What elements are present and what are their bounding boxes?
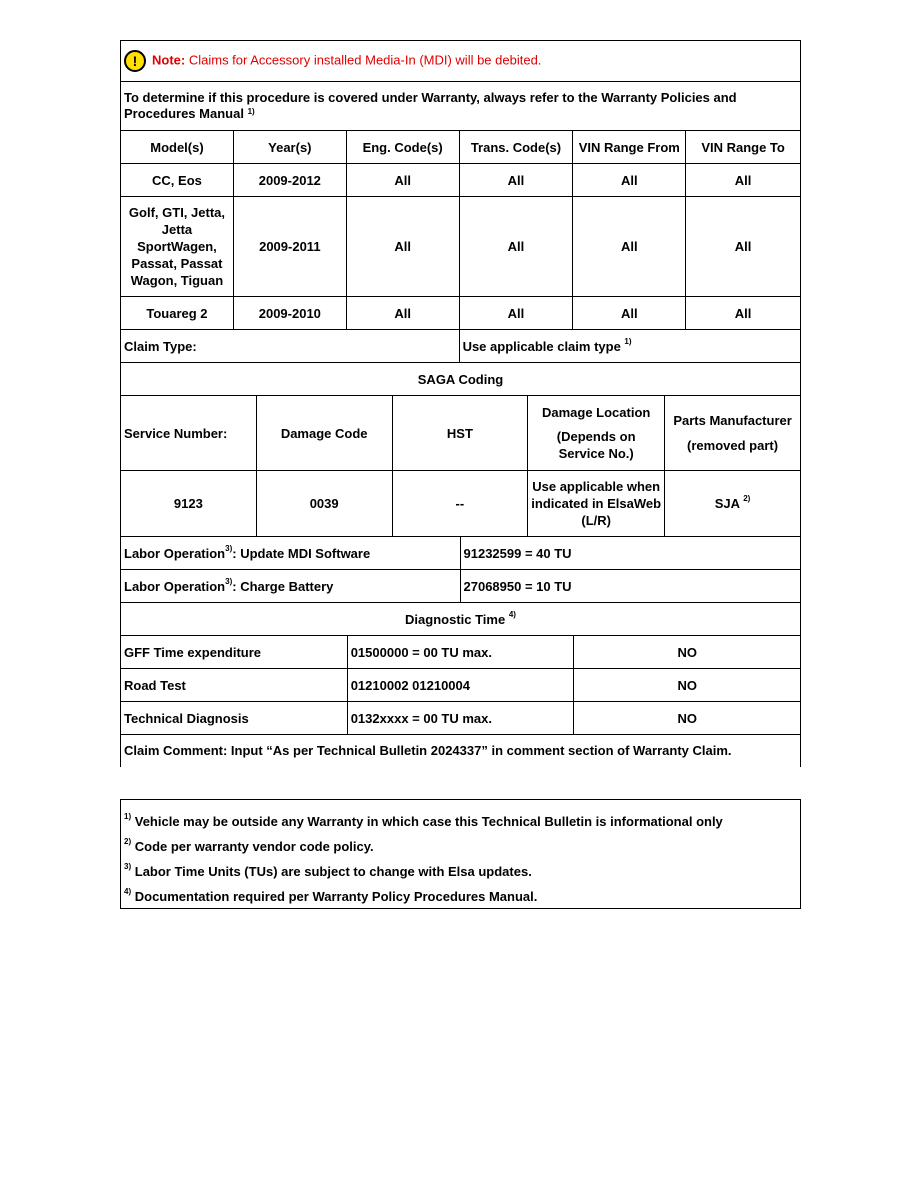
saga-header-hst: HST	[392, 396, 528, 471]
footnote-item	[124, 889, 537, 904]
footnote-ref: 2)	[124, 837, 132, 846]
table-row	[121, 297, 801, 330]
diagnostic-code: 01210002 01210004	[347, 669, 574, 702]
footnote-ref: 1)	[124, 812, 132, 821]
table-row	[121, 702, 801, 735]
diagnostic-value: NO	[574, 669, 801, 702]
note-label: Note:	[152, 52, 186, 68]
footnote-item	[124, 839, 374, 854]
model-table-header	[121, 131, 801, 164]
table-row	[121, 164, 801, 197]
vin-to-cell: All	[686, 297, 801, 330]
parts-manufacturer-note: (removed part)	[687, 438, 779, 453]
parts-manufacturer-title: Parts Manufacturer	[673, 413, 792, 428]
diagnostic-table	[120, 635, 801, 767]
footnote-text: Documentation required per Warranty Policy Procedures Manual.	[134, 889, 538, 904]
table-row	[121, 669, 801, 702]
saga-title: SAGA Coding	[121, 363, 801, 396]
footnotes-box	[120, 799, 801, 909]
header-eng-code: Eng. Code(s)	[346, 131, 459, 164]
parts-manufacturer-value: SJA	[714, 496, 740, 511]
saga-damage-code: 0039	[256, 471, 392, 537]
labor-operation-label	[121, 537, 461, 570]
model-cell: Golf, GTI, Jetta, Jetta SportWagen, Passat, Passat Wagon, Tiguan	[121, 197, 234, 297]
warranty-intro-text: To determine if this procedure is covered under Warranty, always refer to the Warranty Policies and Procedures Manual	[124, 90, 737, 121]
claim-type-row	[121, 330, 801, 363]
claim-type-label: Claim Type:	[121, 330, 460, 363]
labor-prefix: Labor Operation	[124, 545, 226, 561]
labor-suffix: : Update MDI Software	[232, 545, 371, 561]
vin-from-cell: All	[573, 164, 686, 197]
damage-location-note: (Depends on Service No.)	[556, 429, 636, 461]
diagnostic-title-text: Diagnostic Time	[405, 611, 506, 627]
labor-prefix: Labor Operation	[124, 578, 226, 594]
footnote-ref: 1)	[624, 336, 632, 346]
footnote-ref: 4)	[124, 887, 132, 896]
vin-to-cell: All	[686, 164, 801, 197]
eng-code-cell: All	[346, 197, 459, 297]
note-cell	[121, 41, 801, 82]
saga-damage-location: Use applicable when indicated in ElsaWeb (L/R)	[528, 471, 665, 537]
header-years: Year(s)	[233, 131, 346, 164]
claim-comment: Claim Comment: Input “As per Technical Bulletin 2024337” in comment section of Warranty Claim.	[121, 735, 801, 767]
diagnostic-value: NO	[574, 702, 801, 735]
diagnostic-code: 0132xxxx = 00 TU max.	[347, 702, 574, 735]
claim-type-text: Use applicable claim type	[462, 338, 621, 354]
header-vin-from: VIN Range From	[573, 131, 686, 164]
footnote-item	[124, 814, 723, 829]
eng-code-cell: All	[346, 297, 459, 330]
trans-code-cell: All	[459, 164, 573, 197]
footnote-ref: 3)	[225, 543, 233, 553]
model-cell: Touareg 2	[121, 297, 234, 330]
year-cell: 2009-2011	[233, 197, 346, 297]
saga-parts-manufacturer	[665, 471, 801, 537]
saga-values-row	[121, 471, 801, 537]
footnote-ref: 3)	[225, 576, 233, 586]
warranty-intro	[121, 82, 801, 131]
note-text: Claims for Accessory installed Media-In (MDI) will be debited.	[188, 52, 542, 68]
footnote-text: Labor Time Units (TUs) are subject to change with Elsa updates.	[134, 864, 532, 879]
labor-operation-label	[121, 570, 461, 603]
trans-code-cell: All	[459, 197, 573, 297]
labor-operation-value: 91232599 = 40 TU	[460, 537, 801, 570]
footnote-ref: 2)	[743, 494, 751, 503]
diagnostic-title	[121, 603, 801, 636]
saga-hst: --	[392, 471, 528, 537]
diagnostic-value: NO	[574, 636, 801, 669]
footnote-text: Vehicle may be outside any Warranty in which case this Technical Bulletin is informational only	[134, 814, 723, 829]
year-cell: 2009-2010	[233, 297, 346, 330]
year-cell: 2009-2012	[233, 164, 346, 197]
footnote-item	[124, 864, 532, 879]
saga-header-service-number: Service Number:	[121, 396, 257, 471]
claim-type-value	[459, 330, 800, 363]
diagnostic-label: Road Test	[121, 669, 348, 702]
diagnostic-label: Technical Diagnosis	[121, 702, 348, 735]
vin-from-cell: All	[573, 197, 686, 297]
labor-operation-value: 27068950 = 10 TU	[460, 570, 801, 603]
labor-table	[120, 536, 801, 636]
warning-icon: !	[124, 50, 146, 72]
vin-to-cell: All	[686, 197, 801, 297]
saga-header-damage-code: Damage Code	[256, 396, 392, 471]
table-row	[121, 636, 801, 669]
saga-header-parts-manufacturer	[665, 396, 801, 471]
vin-from-cell: All	[573, 297, 686, 330]
saga-table	[120, 395, 801, 537]
header-models: Model(s)	[121, 131, 234, 164]
warranty-section	[120, 40, 801, 767]
diagnostic-code: 01500000 = 00 TU max.	[347, 636, 574, 669]
labor-row	[121, 537, 801, 570]
header-trans-code: Trans. Code(s)	[459, 131, 573, 164]
labor-row	[121, 570, 801, 603]
saga-service-number: 9123	[121, 471, 257, 537]
trans-code-cell: All	[459, 297, 573, 330]
footnote-ref: 3)	[124, 862, 132, 871]
diagnostic-label: GFF Time expenditure	[121, 636, 348, 669]
labor-suffix: : Charge Battery	[232, 578, 334, 594]
model-cell: CC, Eos	[121, 164, 234, 197]
footnote-ref: 4)	[508, 609, 516, 619]
eng-code-cell: All	[346, 164, 459, 197]
warranty-table	[120, 40, 801, 396]
footnote-text: Code per warranty vendor code policy.	[134, 839, 374, 854]
footnote-ref: 1)	[247, 107, 255, 116]
header-vin-to: VIN Range To	[686, 131, 801, 164]
damage-location-title: Damage Location	[541, 405, 651, 420]
table-row	[121, 197, 801, 297]
saga-header-damage-location	[528, 396, 665, 471]
